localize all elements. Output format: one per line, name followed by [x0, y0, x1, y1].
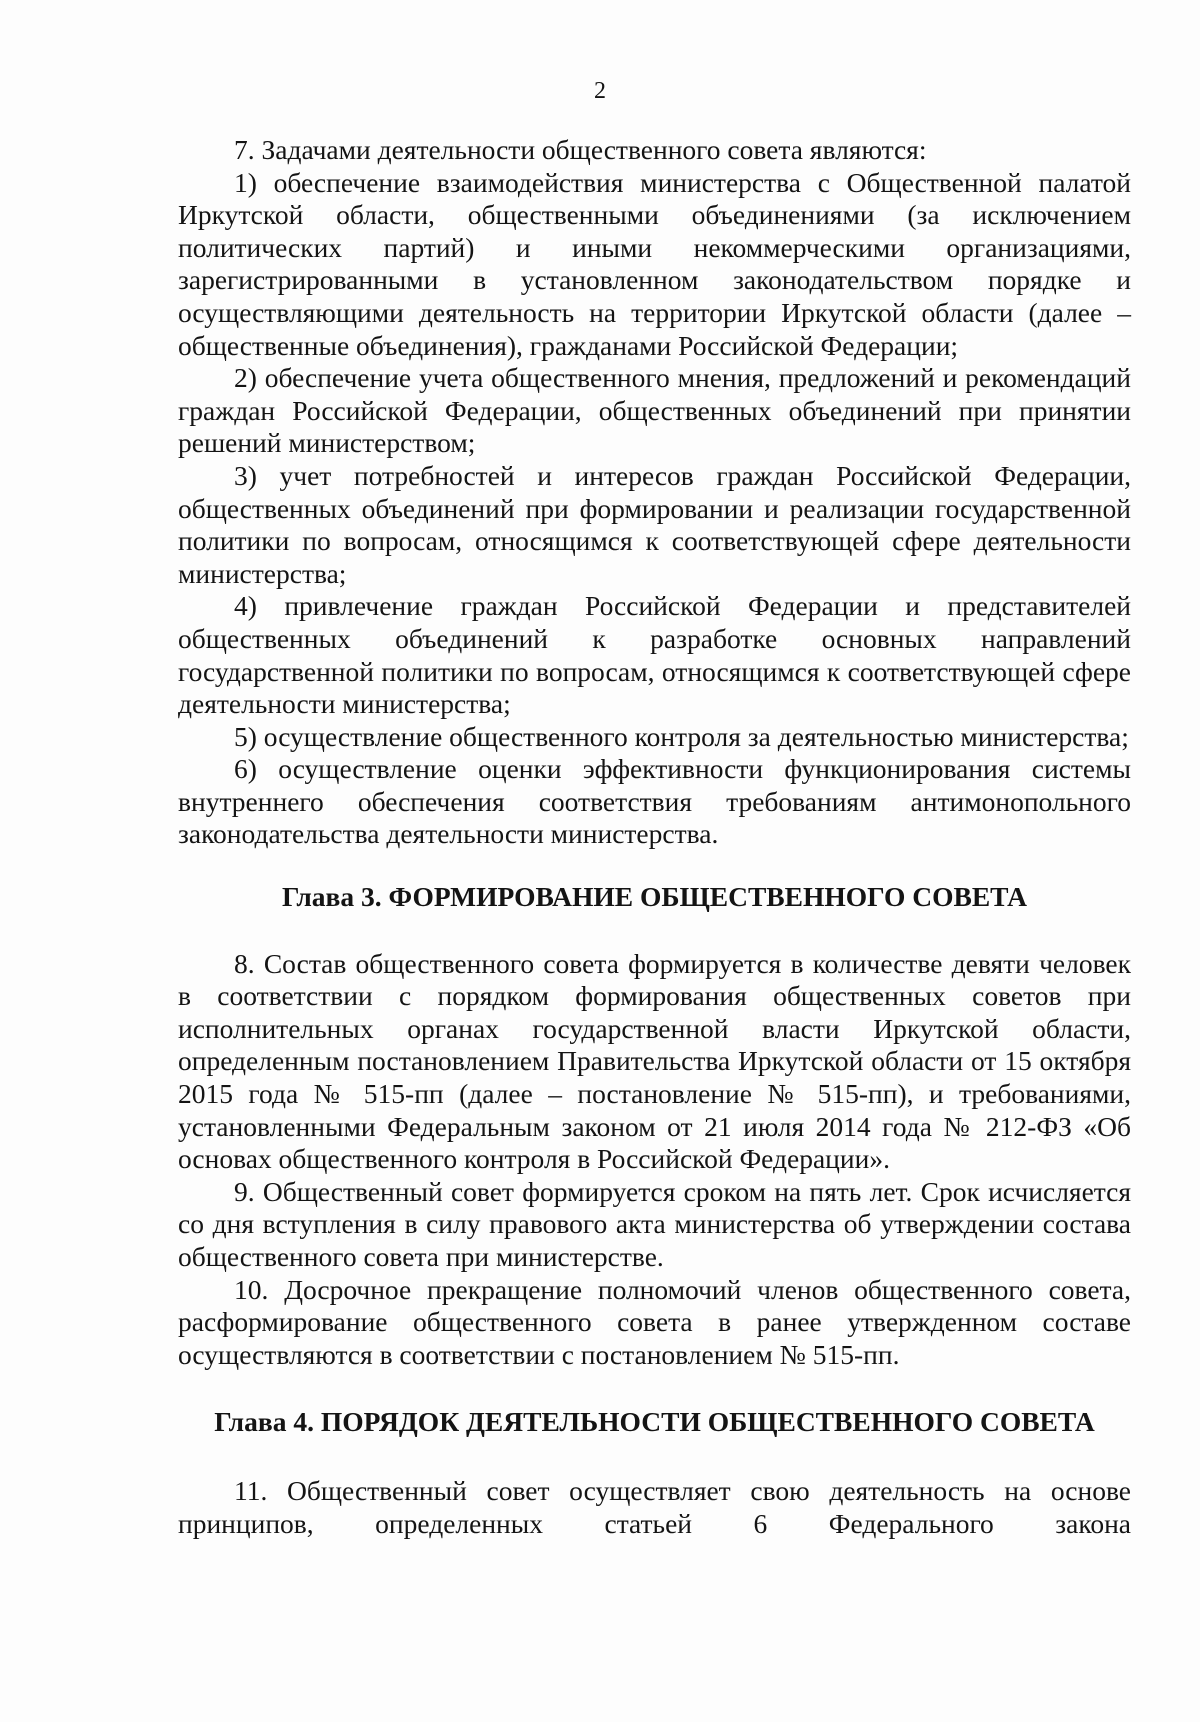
chapter-4-heading: Глава 4. ПОРЯДОК ДЕЯТЕЛЬНОСТИ ОБЩЕСТВЕННОГО СОВЕТА — [214, 1406, 1095, 1438]
paragraph-7-item-1: 1) обеспечение взаимодействия министерства с Общественной палатой Иркутской области, общественными объединениями (за исключением политических партий) и иными некоммерческими организациями, зарегистрированными в установленном законодательством порядке и осуществляющими деятельность на территории Иркутской области (далее – общественные объединения), гражданами Российской Федерации; — [178, 166, 1131, 361]
chapter-3-heading: Глава 3. ФОРМИРОВАНИЕ ОБЩЕСТВЕННОГО СОВЕТА — [281, 881, 1028, 913]
paragraph-7-item-3: 3) учет потребностей и интересов граждан Российской Федерации, общественных объединений при формировании и реализации государственной политики по вопросам, относящимся к соответствующей сфере деятельности министерства; — [178, 459, 1131, 589]
paragraph-10: 10. Досрочное прекращение полномочий членов общественного совета, расформирование общественного совета в ранее утвержденном составе осуществляются в соответствии с постановлением № 515-пп. — [178, 1273, 1131, 1370]
paragraph-7-item-5: 5) осуществление общественного контроля за деятельностью министерства; — [234, 720, 1129, 752]
paragraph-8: 8. Состав общественного совета формируется в количестве девяти человек в соответствии с порядком формирования общественных советов при исполнительных органах государственной власти Иркутской области, определенным постановлением Правительства Иркутской области от 15 октября 2015 года № 515-пп (далее – постановление № 515-пп), и требованиями, установленными Федеральным законом от 21 июля 2014 года № 212-ФЗ «Об основах общественного контроля в Российской Федерации». — [178, 947, 1131, 1175]
paragraph-11: 11. Общественный совет осуществляет свою деятельность на основе принципов, определенных статьей 6 Федерального закона — [178, 1474, 1131, 1539]
paragraph-7-item-4: 4) привлечение граждан Российской Федерации и представителей общественных объединений к разработке основных направлений государственной политики по вопросам, относящимся к соответствующей сфере деятельности министерства; — [178, 590, 1131, 720]
paragraph-7-heading: 7. Задачами деятельности общественного совета являются: — [234, 134, 927, 165]
paragraph-7-item-2: 2) обеспечение учета общественного мнения, предложений и рекомендаций граждан Российской Федерации, общественных объединений при принятии решений министерством; — [178, 362, 1131, 459]
paragraph-9: 9. Общественный совет формируется сроком на пять лет. Срок исчисляется со дня вступления в силу правового акта министерства об утверждении состава общественного совета при министерстве. — [178, 1175, 1131, 1272]
document-body — [178, 134, 1131, 1540]
page-number: 2 — [594, 78, 606, 104]
paragraph-7-item-6: 6) осуществление оценки эффективности функционирования системы внутреннего обеспечения соответствия требованиям антимонопольного законодательства деятельности министерства. — [178, 753, 1131, 850]
